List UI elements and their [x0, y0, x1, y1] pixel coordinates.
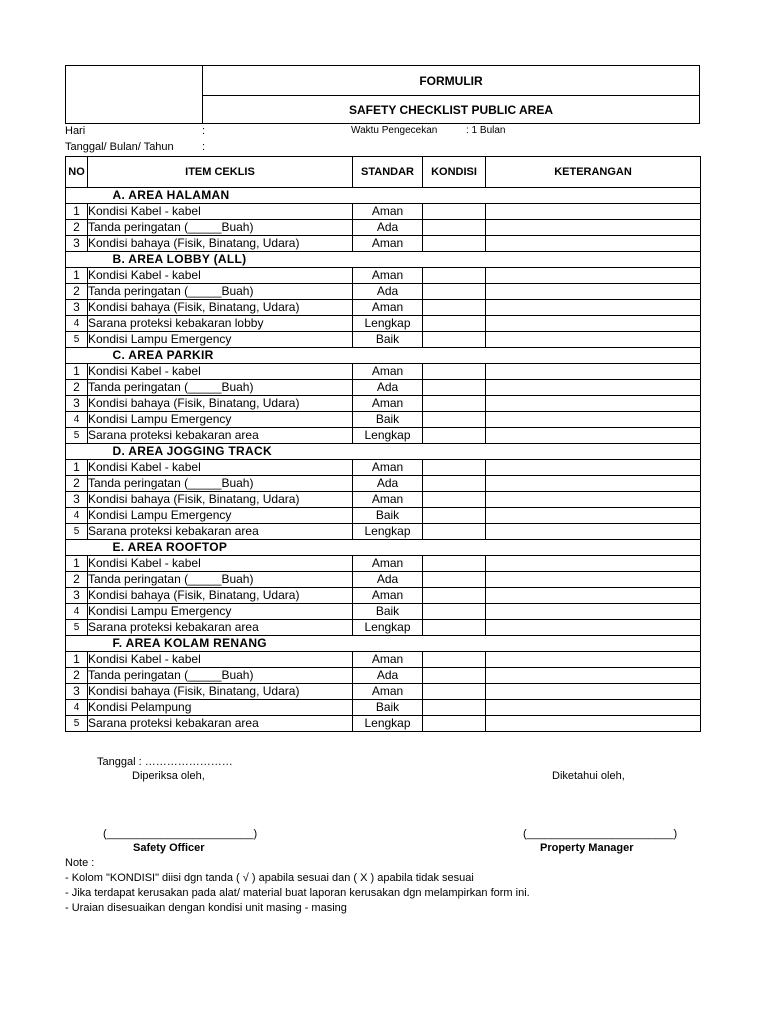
keterangan-cell[interactable]	[486, 476, 701, 492]
row-no: 5	[66, 620, 88, 636]
row-standar: Ada	[353, 220, 423, 236]
hari-label: Hari	[65, 125, 86, 137]
row-standar: Baik	[353, 508, 423, 524]
keterangan-cell[interactable]	[486, 364, 701, 380]
keterangan-cell[interactable]	[486, 684, 701, 700]
table-row	[66, 700, 701, 716]
row-no: 2	[66, 476, 88, 492]
row-standar: Aman	[353, 684, 423, 700]
keterangan-cell[interactable]	[486, 428, 701, 444]
row-item: Kondisi bahaya (Fisik, Binatang, Udara)	[88, 684, 353, 700]
row-no: 3	[66, 492, 88, 508]
row-no: 1	[66, 204, 88, 220]
row-item: Sarana proteksi kebakaran area	[88, 716, 353, 732]
keterangan-cell[interactable]	[486, 460, 701, 476]
table-row	[66, 428, 701, 444]
section-title: F. AREA KOLAM RENANG	[88, 636, 701, 652]
kondisi-cell[interactable]	[423, 572, 486, 588]
keterangan-cell[interactable]	[486, 220, 701, 236]
row-no: 5	[66, 428, 88, 444]
row-no: 5	[66, 332, 88, 348]
row-item: Tanda peringatan (_____Buah)	[88, 668, 353, 684]
row-item: Kondisi Pelampung	[88, 700, 353, 716]
table-row	[66, 316, 701, 332]
keterangan-cell[interactable]	[486, 492, 701, 508]
table-row	[66, 284, 701, 300]
keterangan-cell[interactable]	[486, 668, 701, 684]
kondisi-cell[interactable]	[423, 412, 486, 428]
row-standar: Lengkap	[353, 428, 423, 444]
keterangan-cell[interactable]	[486, 332, 701, 348]
table-row	[66, 524, 701, 540]
row-item: Kondisi Kabel - kabel	[88, 268, 353, 284]
kondisi-cell[interactable]	[423, 268, 486, 284]
section-row	[66, 636, 701, 652]
row-item: Kondisi bahaya (Fisik, Binatang, Udara)	[88, 588, 353, 604]
notes-block	[65, 856, 530, 916]
section-no-cell	[66, 188, 88, 204]
kondisi-cell[interactable]	[423, 716, 486, 732]
keterangan-cell[interactable]	[486, 508, 701, 524]
table-row	[66, 412, 701, 428]
row-standar: Aman	[353, 236, 423, 252]
row-item: Kondisi bahaya (Fisik, Binatang, Udara)	[88, 396, 353, 412]
row-no: 5	[66, 524, 88, 540]
waktu-value: : 1 Bulan	[466, 125, 506, 136]
row-standar: Baik	[353, 604, 423, 620]
row-item: Sarana proteksi kebakaran area	[88, 428, 353, 444]
kondisi-cell[interactable]	[423, 524, 486, 540]
table-row	[66, 332, 701, 348]
keterangan-cell[interactable]	[486, 204, 701, 220]
signature-line-left: (________________________)	[103, 828, 258, 840]
note-line: - Kolom "KONDISI" diisi dgn tanda ( √ ) apabila sesuai dan ( X ) apabila tidak sesuai	[65, 872, 474, 884]
section-row	[66, 252, 701, 268]
note-line: - Uraian disesuaikan dengan kondisi unit masing - masing	[65, 902, 347, 914]
col-header-keterangan: KETERANGAN	[486, 157, 701, 188]
section-title: A. AREA HALAMAN	[88, 188, 701, 204]
table-row	[66, 364, 701, 380]
keterangan-cell[interactable]	[486, 268, 701, 284]
kondisi-cell[interactable]	[423, 684, 486, 700]
kondisi-cell[interactable]	[423, 492, 486, 508]
section-title: E. AREA ROOFTOP	[88, 540, 701, 556]
row-item: Sarana proteksi kebakaran area	[88, 620, 353, 636]
kondisi-cell[interactable]	[423, 700, 486, 716]
row-item: Kondisi bahaya (Fisik, Binatang, Udara)	[88, 300, 353, 316]
signature-line-right: (________________________)	[523, 828, 678, 840]
keterangan-cell[interactable]	[486, 380, 701, 396]
table-row	[66, 556, 701, 572]
table-row	[66, 220, 701, 236]
row-no: 4	[66, 700, 88, 716]
row-item: Kondisi Kabel - kabel	[88, 652, 353, 668]
row-item: Kondisi Lampu Emergency	[88, 332, 353, 348]
kondisi-cell[interactable]	[423, 364, 486, 380]
keterangan-cell[interactable]	[486, 620, 701, 636]
note-heading: Note :	[65, 857, 95, 869]
table-row	[66, 476, 701, 492]
keterangan-cell[interactable]	[486, 716, 701, 732]
kondisi-cell[interactable]	[423, 204, 486, 220]
row-standar: Lengkap	[353, 316, 423, 332]
row-no: 2	[66, 284, 88, 300]
keterangan-cell[interactable]	[486, 700, 701, 716]
table-row	[66, 716, 701, 732]
row-standar: Aman	[353, 268, 423, 284]
hari-colon: :	[202, 125, 206, 137]
row-no: 5	[66, 716, 88, 732]
kondisi-cell[interactable]	[423, 428, 486, 444]
row-standar: Ada	[353, 380, 423, 396]
section-title: C. AREA PARKIR	[88, 348, 701, 364]
table-row	[66, 684, 701, 700]
keterangan-cell[interactable]	[486, 588, 701, 604]
kondisi-cell[interactable]	[423, 284, 486, 300]
row-no: 4	[66, 604, 88, 620]
table-row	[66, 380, 701, 396]
row-no: 3	[66, 236, 88, 252]
row-item: Kondisi Kabel - kabel	[88, 460, 353, 476]
section-no-cell	[66, 348, 88, 364]
table-row	[66, 508, 701, 524]
kondisi-cell[interactable]	[423, 476, 486, 492]
section-title: D. AREA JOGGING TRACK	[88, 444, 701, 460]
row-standar: Ada	[353, 572, 423, 588]
keterangan-cell[interactable]	[486, 412, 701, 428]
form-header	[65, 65, 700, 124]
col-header-item: ITEM CEKLIS	[88, 157, 353, 188]
note-line: - Jika terdapat kerusakan pada alat/ material buat laporan kerusakan dgn melampirkan form ini.	[65, 887, 530, 899]
form-title: FORMULIR	[203, 66, 699, 96]
logo-cell	[66, 66, 203, 123]
table-row	[66, 204, 701, 220]
role-property-manager: Property Manager	[540, 842, 634, 854]
keterangan-cell[interactable]	[486, 300, 701, 316]
row-no: 2	[66, 572, 88, 588]
table-row	[66, 620, 701, 636]
table-header-row	[66, 157, 701, 188]
section-no-cell	[66, 636, 88, 652]
kondisi-cell[interactable]	[423, 332, 486, 348]
row-no: 4	[66, 412, 88, 428]
table-row	[66, 588, 701, 604]
row-no: 1	[66, 364, 88, 380]
col-header-standar: STANDAR	[353, 157, 423, 188]
keterangan-cell[interactable]	[486, 524, 701, 540]
kondisi-cell[interactable]	[423, 668, 486, 684]
row-no: 3	[66, 300, 88, 316]
section-no-cell	[66, 252, 88, 268]
keterangan-cell[interactable]	[486, 316, 701, 332]
table-row	[66, 460, 701, 476]
keterangan-cell[interactable]	[486, 284, 701, 300]
keterangan-cell[interactable]	[486, 236, 701, 252]
keterangan-cell[interactable]	[486, 652, 701, 668]
table-row	[66, 300, 701, 316]
section-no-cell	[66, 444, 88, 460]
row-item: Tanda peringatan (_____Buah)	[88, 220, 353, 236]
section-row	[66, 444, 701, 460]
row-standar: Ada	[353, 284, 423, 300]
table-row	[66, 492, 701, 508]
row-no: 3	[66, 588, 88, 604]
row-no: 1	[66, 460, 88, 476]
kondisi-cell[interactable]	[423, 316, 486, 332]
tanggal-colon: :	[202, 141, 206, 153]
row-item: Kondisi bahaya (Fisik, Binatang, Udara)	[88, 492, 353, 508]
col-header-no: NO	[66, 157, 88, 188]
row-standar: Aman	[353, 300, 423, 316]
table-row	[66, 268, 701, 284]
table-row	[66, 572, 701, 588]
row-no: 4	[66, 508, 88, 524]
table-row	[66, 236, 701, 252]
row-item: Sarana proteksi kebakaran lobby	[88, 316, 353, 332]
footer-tanggal: Tanggal : ……………………	[97, 756, 233, 768]
kondisi-cell[interactable]	[423, 508, 486, 524]
kondisi-cell[interactable]	[423, 604, 486, 620]
section-row	[66, 540, 701, 556]
section-row	[66, 188, 701, 204]
waktu-label: Waktu Pengecekan	[351, 125, 438, 136]
tanggal-label: Tanggal/ Bulan/ Tahun	[65, 141, 174, 153]
row-item: Tanda peringatan (_____Buah)	[88, 284, 353, 300]
row-standar: Aman	[353, 556, 423, 572]
row-item: Kondisi bahaya (Fisik, Binatang, Udara)	[88, 236, 353, 252]
section-title: B. AREA LOBBY (ALL)	[88, 252, 701, 268]
table-row	[66, 652, 701, 668]
row-item: Tanda peringatan (_____Buah)	[88, 380, 353, 396]
keterangan-cell[interactable]	[486, 572, 701, 588]
col-header-kondisi: KONDISI	[423, 157, 486, 188]
row-no: 1	[66, 268, 88, 284]
row-standar: Baik	[353, 700, 423, 716]
row-no: 2	[66, 380, 88, 396]
row-standar: Lengkap	[353, 524, 423, 540]
kondisi-cell[interactable]	[423, 588, 486, 604]
section-row	[66, 348, 701, 364]
row-standar: Aman	[353, 204, 423, 220]
table-row	[66, 604, 701, 620]
kondisi-cell[interactable]	[423, 556, 486, 572]
kondisi-cell[interactable]	[423, 396, 486, 412]
table-row	[66, 668, 701, 684]
checklist-body	[66, 188, 701, 732]
row-standar: Lengkap	[353, 620, 423, 636]
row-item: Kondisi Kabel - kabel	[88, 556, 353, 572]
kondisi-cell[interactable]	[423, 380, 486, 396]
row-standar: Aman	[353, 652, 423, 668]
row-standar: Aman	[353, 492, 423, 508]
row-standar: Lengkap	[353, 716, 423, 732]
row-item: Sarana proteksi kebakaran area	[88, 524, 353, 540]
row-item: Kondisi Kabel - kabel	[88, 364, 353, 380]
row-item: Kondisi Lampu Emergency	[88, 508, 353, 524]
keterangan-cell[interactable]	[486, 396, 701, 412]
row-no: 2	[66, 220, 88, 236]
row-item: Kondisi Lampu Emergency	[88, 412, 353, 428]
row-standar: Aman	[353, 588, 423, 604]
form-subtitle: SAFETY CHECKLIST PUBLIC AREA	[348, 102, 553, 117]
row-no: 1	[66, 652, 88, 668]
row-standar: Aman	[353, 396, 423, 412]
kondisi-cell[interactable]	[423, 620, 486, 636]
diketahui-label: Diketahui oleh,	[552, 770, 625, 782]
kondisi-cell[interactable]	[423, 236, 486, 252]
row-no: 3	[66, 684, 88, 700]
row-item: Tanda peringatan (_____Buah)	[88, 476, 353, 492]
kondisi-cell[interactable]	[423, 652, 486, 668]
row-standar: Baik	[353, 332, 423, 348]
keterangan-cell[interactable]	[486, 556, 701, 572]
checklist-table	[65, 156, 701, 732]
diperiksa-label: Diperiksa oleh,	[132, 770, 205, 782]
row-standar: Aman	[353, 364, 423, 380]
row-standar: Ada	[353, 668, 423, 684]
row-no: 1	[66, 556, 88, 572]
row-standar: Aman	[353, 460, 423, 476]
role-safety-officer: Safety Officer	[133, 842, 205, 854]
row-item: Tanda peringatan (_____Buah)	[88, 572, 353, 588]
row-standar: Baik	[353, 412, 423, 428]
row-no: 2	[66, 668, 88, 684]
section-no-cell	[66, 540, 88, 556]
keterangan-cell[interactable]	[486, 604, 701, 620]
kondisi-cell[interactable]	[423, 300, 486, 316]
kondisi-cell[interactable]	[423, 220, 486, 236]
row-no: 4	[66, 316, 88, 332]
row-standar: Ada	[353, 476, 423, 492]
table-row	[66, 396, 701, 412]
row-item: Kondisi Lampu Emergency	[88, 604, 353, 620]
row-no: 3	[66, 396, 88, 412]
kondisi-cell[interactable]	[423, 460, 486, 476]
row-item: Kondisi Kabel - kabel	[88, 204, 353, 220]
